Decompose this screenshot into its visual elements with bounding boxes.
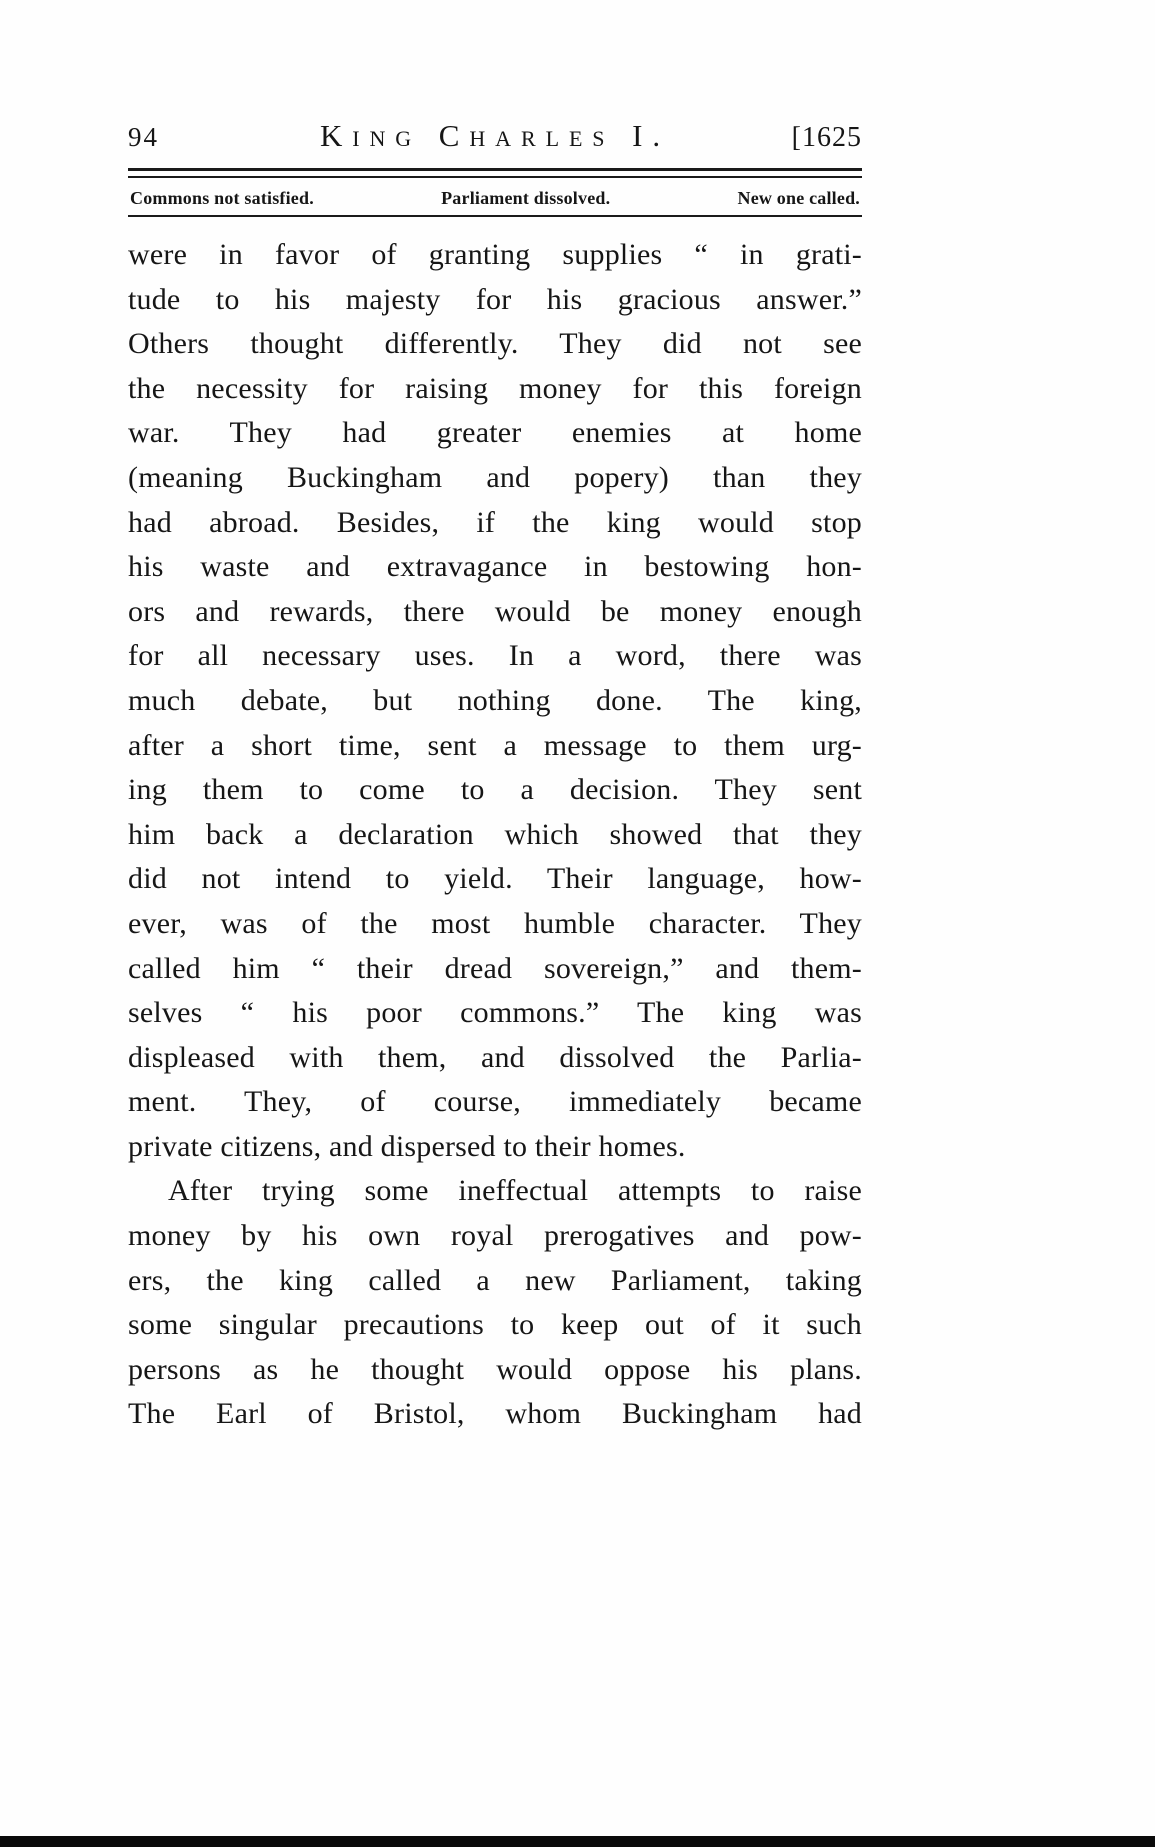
year-label: [1625 xyxy=(791,122,862,153)
double-rule xyxy=(128,168,862,178)
text-line: (meaning Buckingham and popery) than they xyxy=(128,460,862,494)
page-title: King Charles I. xyxy=(319,118,671,153)
text-line: had abroad. Besides, if the king would stop xyxy=(128,505,862,539)
guide-word-left: Commons not satisfied. xyxy=(130,188,314,208)
text-line: called him “ their dread sovereign,” and them- xyxy=(128,951,862,985)
text-line: The Earl of Bristol, whom Buckingham had xyxy=(128,1397,862,1431)
text-line: some singular precautions to keep out of it such xyxy=(128,1308,862,1342)
text-line: ment. They, of course, immediately became xyxy=(128,1085,862,1119)
text-line: ever, was of the most humble character. They xyxy=(128,906,862,940)
guide-word-center: Parliament dissolved. xyxy=(441,188,611,208)
text-line: the necessity for raising money for this foreign xyxy=(128,371,862,405)
text-line: Others thought differently. They did not see xyxy=(128,327,862,361)
single-rule xyxy=(128,215,862,217)
page-content xyxy=(128,118,862,1437)
text-line: persons as he thought would oppose his plans. xyxy=(128,1352,862,1386)
text-line: displeased with them, and dissolved the Parlia- xyxy=(128,1040,862,1074)
text-line: ers, the king called a new Parliament, taking xyxy=(128,1263,862,1297)
text-line: private citizens, and dispersed to their homes. xyxy=(128,1129,686,1163)
text-line: much debate, but nothing done. The king, xyxy=(128,683,862,717)
paragraph-2 xyxy=(128,1169,862,1437)
text-line: after a short time, sent a message to them urg- xyxy=(128,728,862,762)
text-line: selves “ his poor commons.” The king was xyxy=(128,996,862,1030)
text-line: for all necessary uses. In a word, there was xyxy=(128,639,862,673)
text-line: his waste and extravagance in bestowing hon- xyxy=(128,550,862,584)
text-line: ing them to come to a decision. They sent xyxy=(128,773,862,807)
text-line: him back a declaration which showed that they xyxy=(128,817,862,851)
page-header xyxy=(128,118,862,154)
paragraph-1 xyxy=(128,233,862,1169)
page-number: 94 xyxy=(128,122,159,152)
guide-word-right: New one called. xyxy=(737,188,860,208)
text-line: After trying some ineffectual attempts to raise xyxy=(168,1174,862,1208)
guide-words xyxy=(128,186,862,215)
text-line: were in favor of granting supplies “ in grati- xyxy=(128,238,862,271)
body-text xyxy=(128,233,862,1437)
scan-edge-artifact xyxy=(0,1836,1155,1847)
text-line: ors and rewards, there would be money enough xyxy=(128,594,862,628)
text-line: did not intend to yield. Their language, how- xyxy=(128,862,862,896)
text-line: tude to his majesty for his gracious answer.” xyxy=(128,282,862,316)
text-line: money by his own royal prerogatives and pow- xyxy=(128,1219,862,1253)
text-line: war. They had greater enemies at home xyxy=(128,416,862,450)
